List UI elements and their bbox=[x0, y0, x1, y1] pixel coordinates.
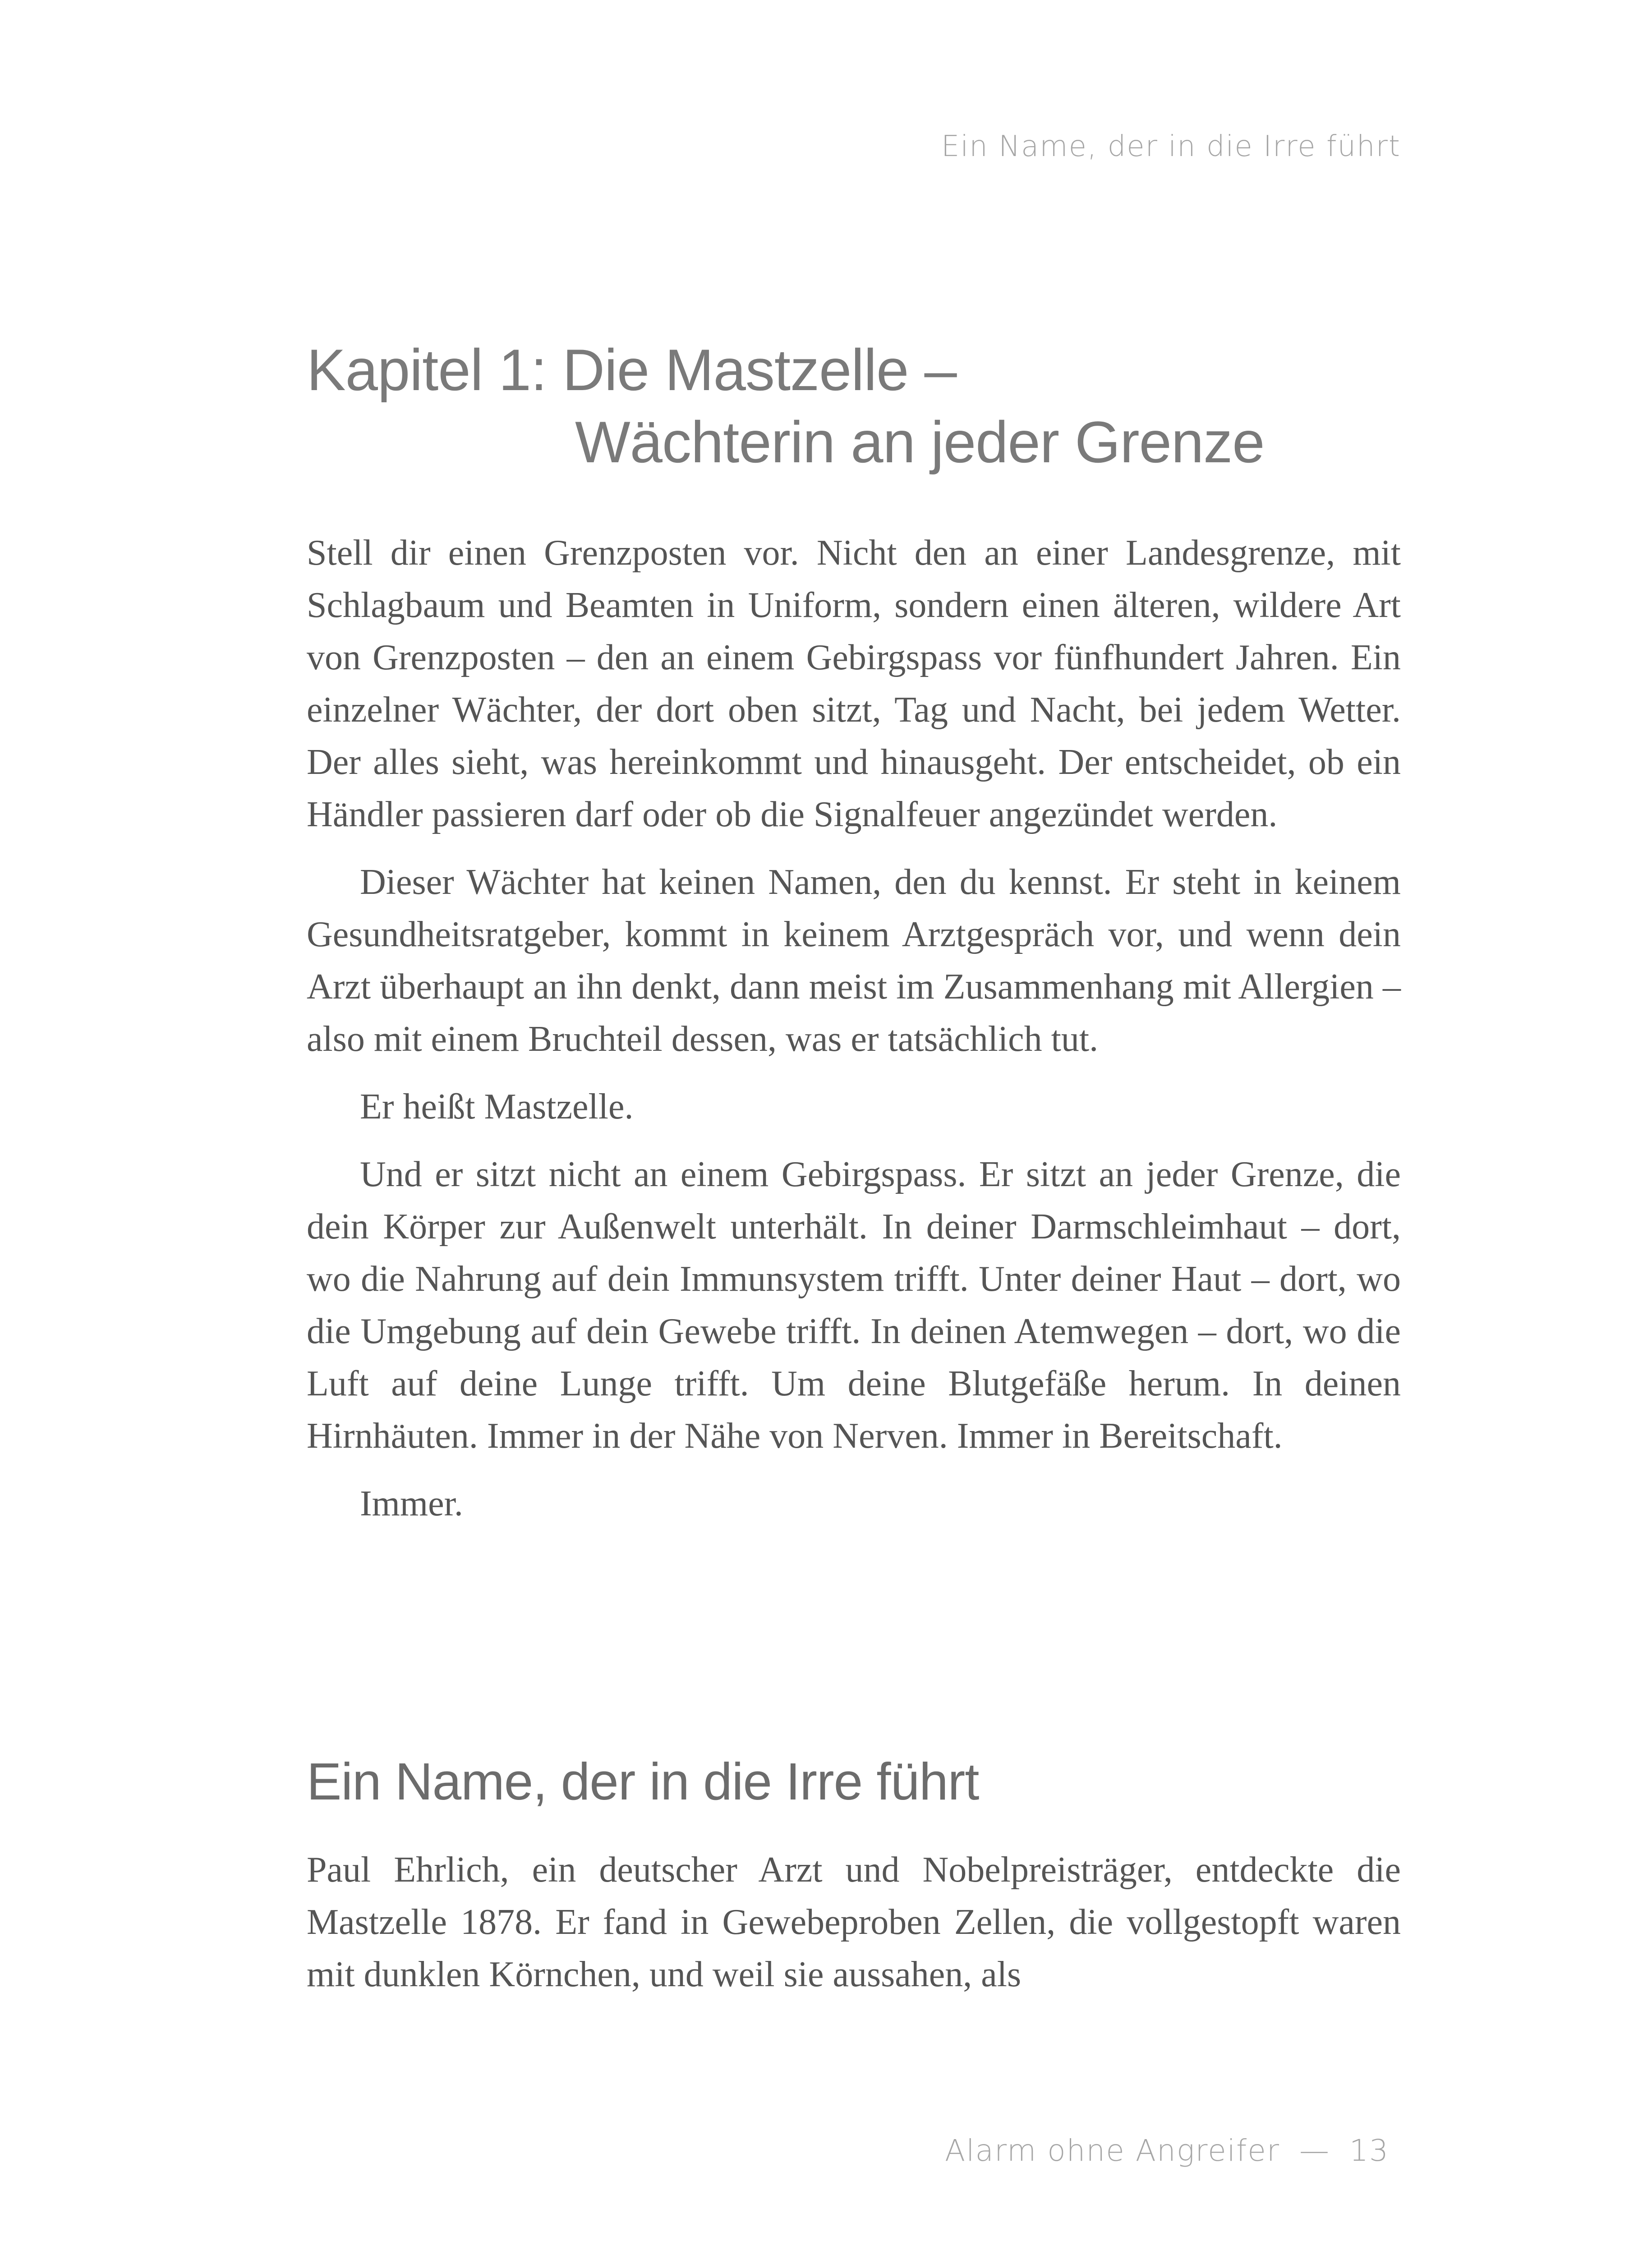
running-footer bbox=[451, 2133, 1389, 2168]
section-two-body bbox=[307, 1844, 1401, 2016]
section-one-body bbox=[307, 527, 1401, 1545]
paragraph: Immer. bbox=[360, 1484, 463, 1523]
footer-separator: — bbox=[1299, 2133, 1330, 2168]
footer-book-title: Alarm ohne Angreifer bbox=[945, 2133, 1280, 2168]
chapter-title-line-2: Wächterin an jeder Grenze bbox=[575, 409, 1265, 475]
running-header: Ein Name, der in die Irre führt bbox=[941, 130, 1401, 163]
section-heading: Ein Name, der in die Irre führt bbox=[307, 1752, 979, 1811]
paragraph: Dieser Wächter hat keinen Namen, den du kennst. Er steht in keinem Gesundheitsratgeber, kommt in keinem Arztgespräch vor, und wenn dein Arzt überhaupt an ihn denkt, dann meist im Zusammenhang mit Allergien – also mit einem Bruchteil dessen, was er tatsächlich tut. bbox=[307, 862, 1401, 1059]
page-number: 13 bbox=[1349, 2133, 1389, 2168]
paragraph: Paul Ehrlich, ein deutscher Arzt und Nobelpreisträger, entdeckte die Mastzelle 1878. Er fand in Gewebeproben Zellen, die vollgestopft waren mit dunklen Körnchen, und weil sie aussahen, als bbox=[307, 1850, 1401, 1994]
paragraph: Stell dir einen Grenzposten vor. Nicht den an einer Landesgrenze, mit Schlagbaum und Beamten in Uniform, sondern einen älteren, wildere Art von Grenzposten – den an einem Gebirgspass vor fünfhundert Jahren. Ein einzelner Wächter, der dort oben sitzt, Tag und Nacht, bei jedem Wetter. Der alles sieht, was hereinkommt und hinausgeht. Der entscheidet, ob ein Händler passieren darf oder ob die Signalfeuer angezündet werden. bbox=[307, 533, 1401, 834]
paragraph: Er heißt Mastzelle. bbox=[360, 1087, 634, 1127]
chapter-heading bbox=[307, 334, 1401, 478]
paragraph: Und er sitzt nicht an einem Gebirgspass. Er sitzt an jeder Grenze, die dein Körper zur Außenwelt unterhält. In deiner Darmschleimhaut – dort, wo die Nahrung auf dein Immunsystem trifft. Unter deiner Haut – dort, wo die Umgebung auf dein Gewebe trifft. In deinen Atemwegen – dort, wo die Luft auf deine Lunge trifft. Um deine Blutgefäße herum. In deinen Hirnhäuten. Immer in der Nähe von Nerven. Immer in Bereitschaft. bbox=[307, 1155, 1401, 1456]
chapter-title-line-1: Kapitel 1: Die Mastzelle – bbox=[307, 337, 957, 403]
